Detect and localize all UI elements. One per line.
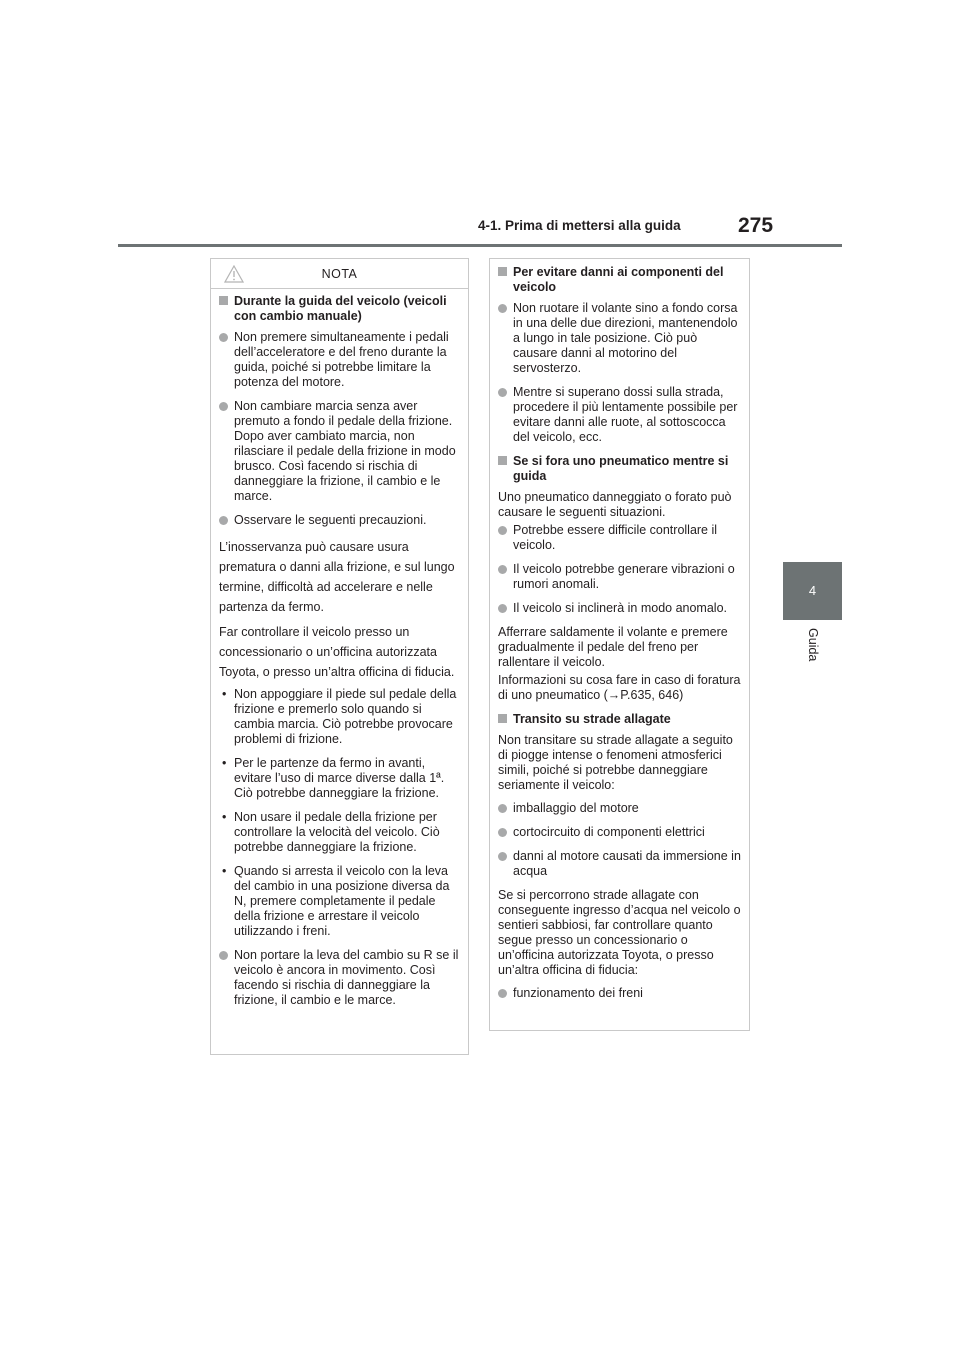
- paragraph: Uno pneumatico danneggiato o forato può causare le seguenti situazioni.: [498, 490, 732, 519]
- nota-content-continued: [498, 259, 741, 1001]
- nota-label: NOTA: [321, 266, 358, 281]
- paragraph: Afferrare saldamente il volante e premere gradualmente il pedale del freno per rallentare il veicolo.: [498, 625, 728, 669]
- bullet-item: Non premere simultaneamente i pedali dell’acceleratore e del freno durante la guida, poiché si potrebbe limitare la potenza del motore.: [219, 330, 460, 390]
- section-heading: Se si fora uno pneumatico mentre si guida: [498, 454, 741, 484]
- chapter-label-text: Guida: [806, 628, 820, 662]
- section-heading: Durante la guida del veicolo (veicoli con cambio manuale): [219, 294, 460, 324]
- paragraph: Se si percorrono strade allagate con conseguente ingresso d’acqua nel veicolo o sentieri sabbiosi, far controllare quanto segue presso un concessionario o un’officina autorizzata Toyota, o presso un’altra officina di fiducia:: [498, 888, 741, 977]
- nota-box: [210, 258, 469, 1055]
- nota-header: [211, 259, 468, 289]
- bullet-item: Non cambiare marcia senza aver premuto a fondo il pedale della frizione. Dopo aver cambiato marcia, non rilasciare il pedale della frizione in modo brusco. Così facendo si rischia di danneggiare la frizione, il cambio e le marce.: [219, 399, 460, 504]
- paragraph: Far controllare il veicolo presso un concessionario o un’officina autorizzata Toyota, o presso un’altra officina di fiducia.: [219, 625, 455, 679]
- warning-triangle-icon: [224, 265, 244, 283]
- section-title: 4-1. Prima di mettersi alla guida: [478, 218, 681, 233]
- section-heading: Per evitare danni ai componenti del veicolo: [498, 265, 741, 295]
- section-heading: Transito su strade allagate: [498, 712, 741, 727]
- bullet-item: imballaggio del motore: [498, 801, 741, 816]
- bullet-item: Potrebbe essere difficile controllare il veicolo.: [498, 523, 741, 553]
- bullet-item: Il veicolo potrebbe generare vibrazioni o rumori anomali.: [498, 562, 741, 592]
- nota-content: [219, 294, 460, 1008]
- paragraph: L’inosservanza può causare usura prematura o danni alla frizione, e sul lungo termine, difficoltà ad accelerare e nelle partenza da fermo.: [219, 540, 455, 614]
- paragraph: Non transitare su strade allagate a seguito di piogge intense o fenomeni atmosferici simili, poiché si potrebbe danneggiare seriamente il veicolo:: [498, 733, 733, 792]
- sub-bullet-item: • Per le partenze da fermo in avanti, evitare l’uso di marce diverse dalla 1ª. Ciò potrebbe danneggiare la frizione.: [219, 756, 460, 801]
- bullet-item: Non ruotare il volante sino a fondo corsa in una delle due direzioni, mantenendolo a lungo in tale posizione. Ciò può causare danni al motorino del servosterzo.: [498, 301, 741, 376]
- bullet-item: Osservare le seguenti precauzioni.: [219, 513, 460, 528]
- bullet-item: Il veicolo si inclinerà in modo anomalo.: [498, 601, 741, 616]
- bullet-item: Non portare la leva del cambio su R se il veicolo è ancora in movimento. Così facendo si rischia di danneggiare la frizione, il cambio e le marce.: [219, 948, 460, 1008]
- header-rule: [118, 244, 842, 247]
- bullet-item: Mentre si superano dossi sulla strada, procedere il più lentamente possibile per evitare danni alle ruote, al sottoscocca del veicolo, ecc.: [498, 385, 741, 445]
- bullet-item: cortocircuito di componenti elettrici: [498, 825, 741, 840]
- chapter-label: [806, 628, 822, 688]
- sub-bullet-item: • Non usare il pedale della frizione per controllare la velocità del veicolo. Ciò potrebbe danneggiare la frizione.: [219, 810, 460, 855]
- chapter-tab: 4: [783, 562, 842, 620]
- sub-bullet-item: • Non appoggiare il piede sul pedale della frizione e premerlo solo quando si cambia marcia. Ciò potrebbe provocare problemi di frizione.: [219, 687, 460, 747]
- page-number: 275: [738, 214, 774, 237]
- sub-bullet-item: • Quando si arresta il veicolo con la leva del cambio in una posizione diversa da N, premere completamente il pedale della frizione e arrestare il veicolo utilizzando i freni.: [219, 864, 460, 939]
- nota-box-continued: [489, 258, 750, 1031]
- paragraph: Informazioni su cosa fare in caso di foratura di uno pneumatico (→P.635, 646): [498, 673, 741, 702]
- bullet-item: danni al motore causati da immersione in acqua: [498, 849, 741, 879]
- bullet-item: funzionamento dei freni: [498, 986, 741, 1001]
